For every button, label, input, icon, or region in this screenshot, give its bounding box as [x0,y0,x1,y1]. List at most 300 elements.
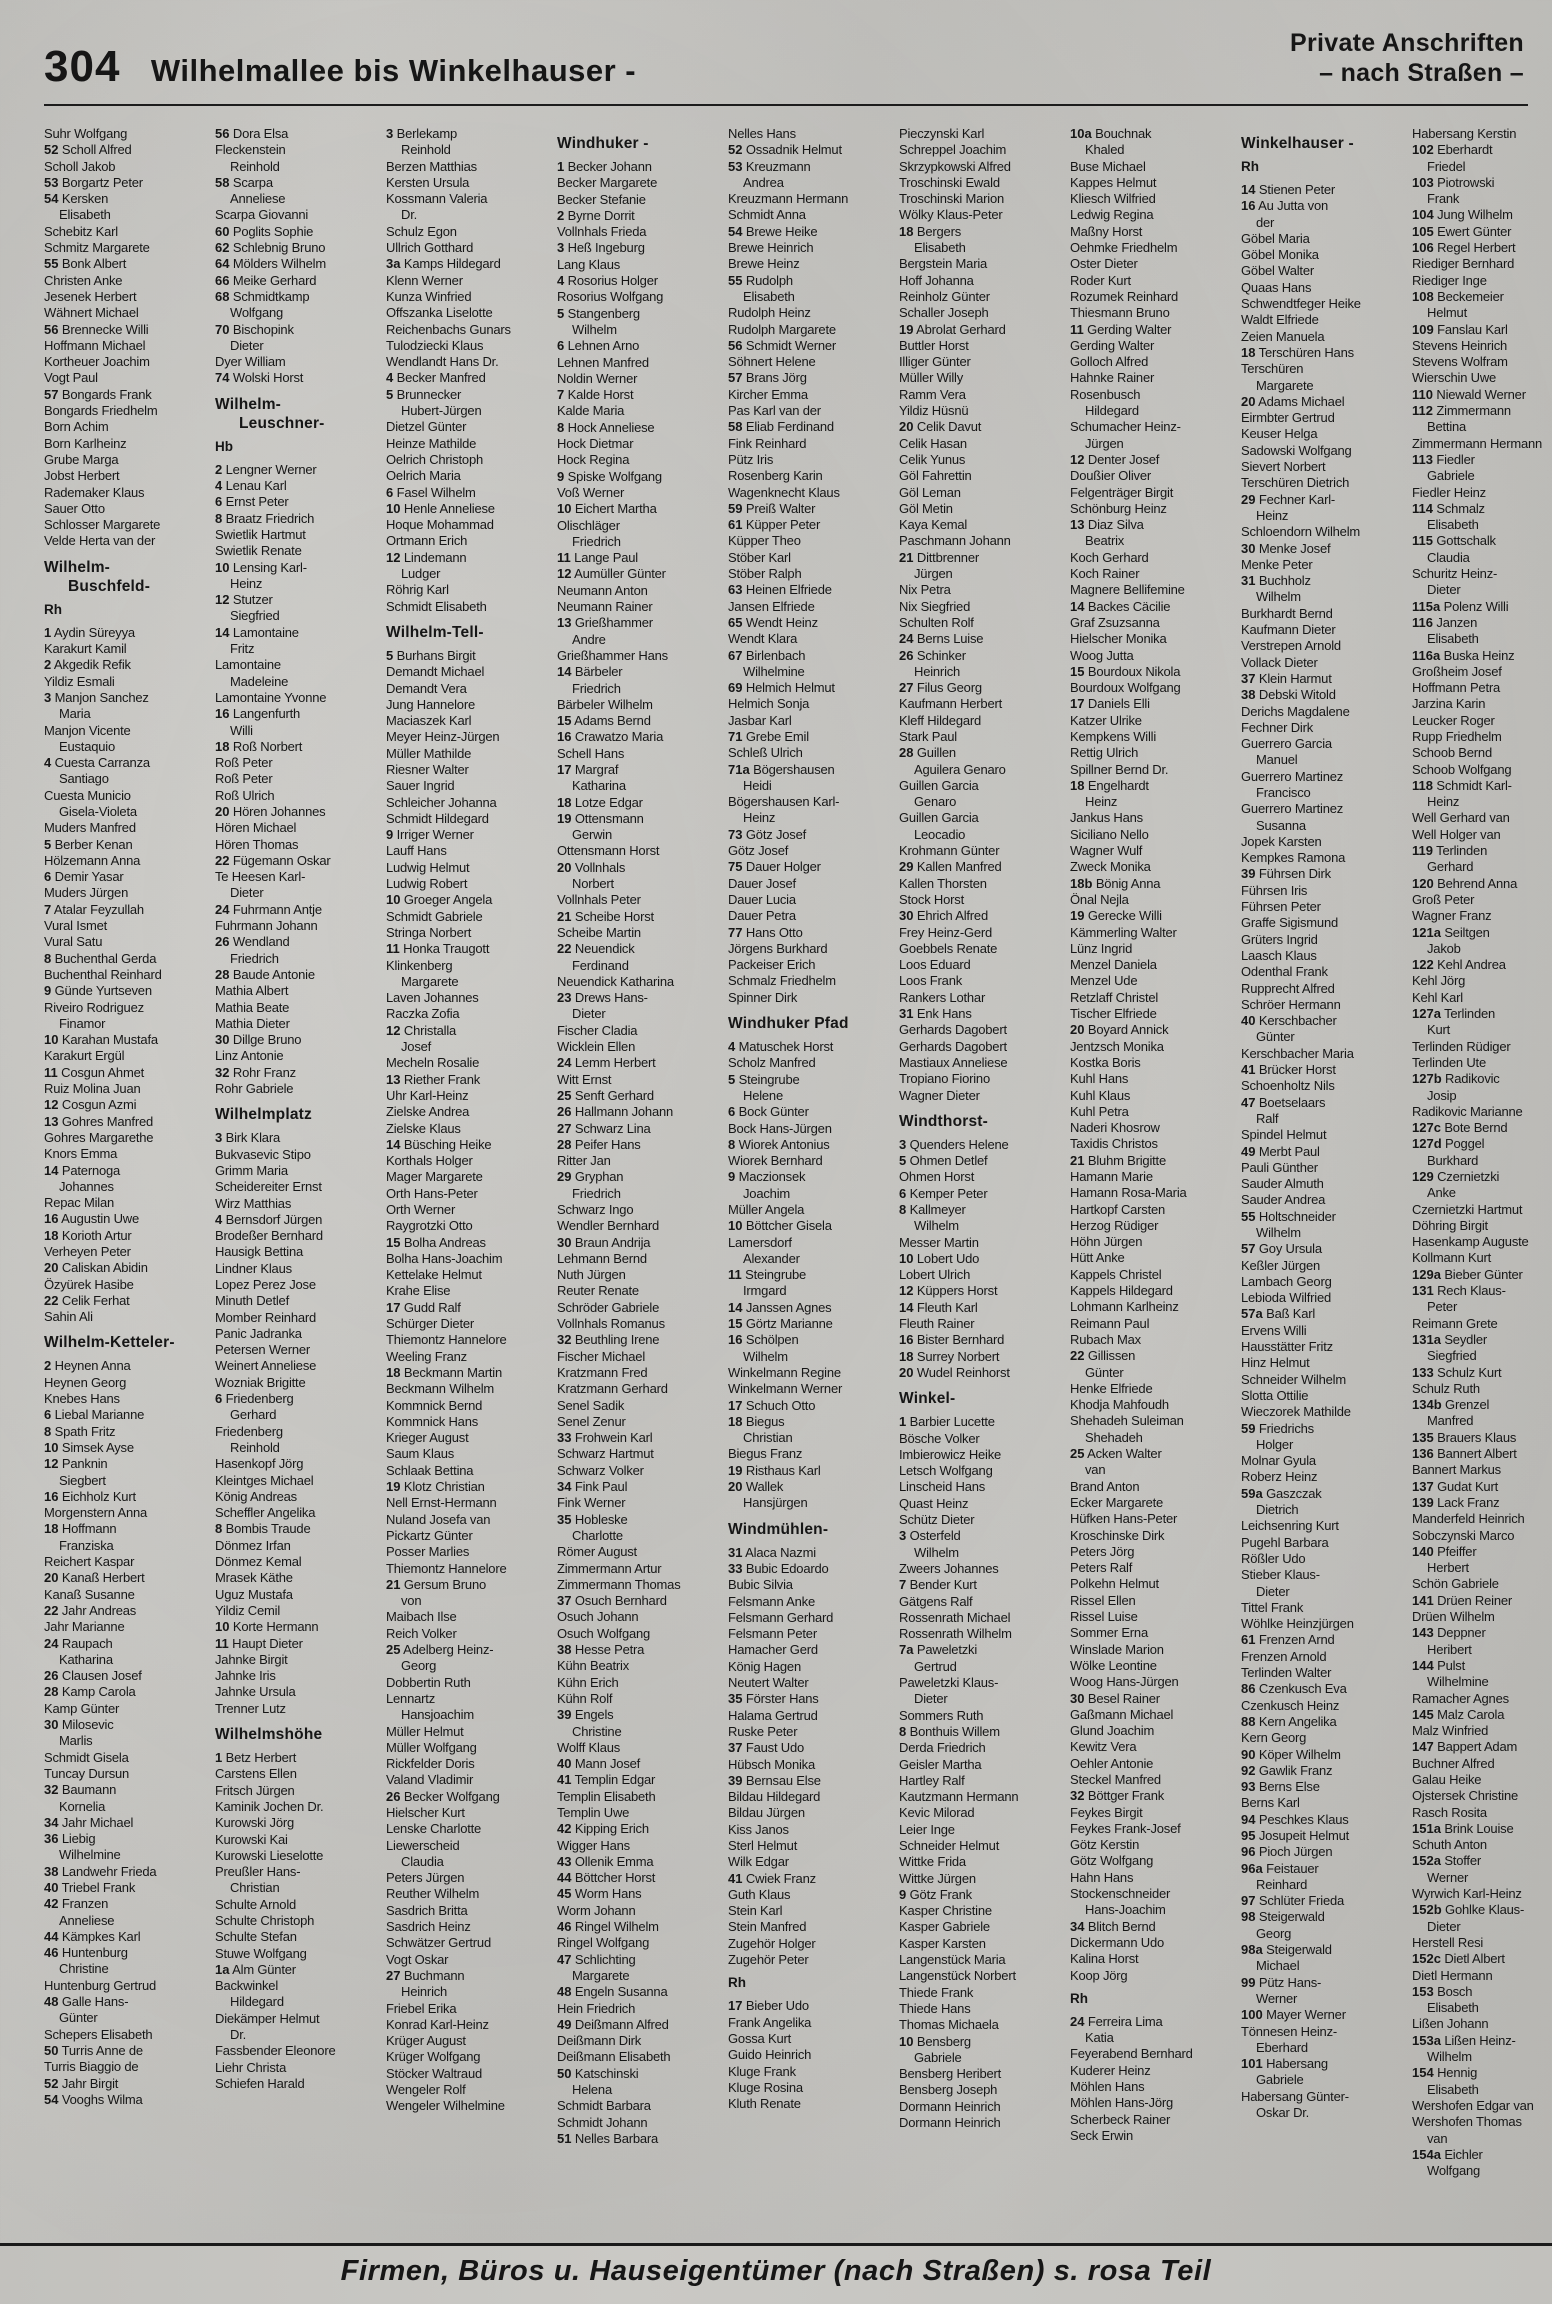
house-number: 18 [215,738,230,754]
directory-entry: Dauer Lucia [728,891,796,907]
directory-entry: Ottensmann Horst [557,843,660,859]
house-number: 10 [557,501,572,517]
directory-entry: Reichert Kaspar [44,1554,135,1570]
directory-entry: Ervens Willi [1241,1322,1307,1338]
directory-entry: 10 Böttcher Gisela [728,1218,832,1234]
directory-entry: Guerrero Garcia [1241,736,1332,752]
house-number: 54 [44,2091,59,2107]
house-number: 145 [1412,1706,1434,1722]
directory-entry: Pas Karl van der [728,403,821,419]
directory-entry: 152c Dietl Albert [1412,1951,1505,1967]
directory-entry: 96 Pioch Jürgen [1241,1844,1333,1860]
directory-entry: 6 Bock Günter [728,1104,809,1120]
directory-entry: 3 Osterfeld [899,1528,961,1544]
directory-entry: Demandt Michael [386,664,485,680]
directory-entry: 24 Berns Luise [899,631,984,647]
directory-entry: Kuhl Hans [1070,1071,1129,1087]
directory-entry: Kuhl Klaus [1070,1087,1131,1103]
house-number: 131a [1412,1331,1441,1347]
house-number: 109 [1412,321,1434,337]
directory-entry: Bösche Volker [899,1430,980,1446]
directory-entry: Scholz Manfred [728,1055,816,1071]
directory-entry: 19 Risthaus Karl [728,1462,821,1478]
directory-entry: Bärbeler Wilhelm [557,696,653,712]
directory-entry: Demandt Vera [386,680,467,696]
directory-entry: Grimm Maria [215,1162,288,1178]
directory-entry: 1 Barbier Lucette [899,1414,995,1430]
directory-entry: van [1427,2130,1448,2146]
directory-entry: Pickartz Günter [386,1527,473,1543]
house-number: 24 [899,631,914,647]
directory-entry: 4 Matuschek Horst [728,1039,834,1055]
directory-entry: Ludwig Robert [386,876,468,892]
directory-entry: 11 Steingrube [728,1267,807,1283]
directory-entry: Götz Josef [728,843,789,859]
directory-entry: Ludwig Helmut [386,859,470,875]
directory-entry: 15 Bourdoux Nikola [1070,663,1181,679]
directory-entry: Margarete [1256,377,1314,393]
directory-entry: Gabriele [1256,2072,1304,2088]
header-left [44,42,636,92]
house-number: 103 [1412,174,1434,190]
directory-entry: Dieter [572,1006,606,1022]
directory-entry: 6 Friedenberg [215,1391,294,1407]
house-number: 17 [728,1397,743,1413]
directory-entry: Zugehör Holger [728,1935,816,1951]
directory-entry: Jesenek Herbert [44,288,137,304]
directory-entry: Schiefen Harald [215,2075,305,2091]
directory-entry: 59 Preiß Walter [728,500,816,516]
directory-entry: Wengeler Rolf [386,2082,466,2098]
directory-entry: Kreuzmann Hermann [728,191,849,207]
house-number: 115a [1412,598,1441,614]
directory-entry: 40 Kerschbacher [1241,1013,1337,1029]
directory-entry: Witt Ernst [557,1071,612,1087]
house-number: 152b [1412,1902,1442,1918]
directory-entry: Müller Angela [728,1202,805,1217]
directory-entry: Taxidis Christos [1070,1136,1158,1152]
directory-entry: Manderfeld Heinrich [1412,1511,1525,1527]
directory-entry: Stieber Klaus- [1241,1567,1320,1583]
house-number: 14 [386,1136,401,1152]
directory-entry: Göbel Monika [1241,247,1319,263]
directory-entry: Verstrepen Arnold [1241,638,1341,654]
directory-entry: 59a Gaszczak [1241,1485,1322,1501]
house-number: 67 [728,647,743,663]
directory-entry: Linz Antonie [215,1048,284,1064]
directory-entry: Oehmke Friedhelm [1070,240,1178,256]
directory-entry: Leier Inge [899,1821,955,1837]
house-number: 41 [728,1870,743,1886]
directory-entry: 69 Helmich Helmut [728,680,835,696]
directory-entry: Rosenberg Karin [728,468,823,484]
house-number: 98a [1241,1942,1263,1958]
directory-entry: Führsen Iris [1241,882,1308,898]
directory-entry: Kleff Hildegard [899,712,982,728]
directory-entry: von [401,1593,422,1609]
directory-entry: 24 Lemm Herbert [557,1055,656,1071]
house-number: 29 [1241,491,1256,507]
directory-entry: Vollnhals Frieda [557,224,647,240]
directory-entry: Brewe Heinrich [728,240,814,256]
house-number: 49 [1241,1143,1256,1159]
directory-entry: Ecker Margarete [1070,1494,1164,1510]
directory-entry: 7 Atalar Feyzullah [44,901,144,917]
house-number: 7 [44,901,52,917]
directory-entry: Wieczorek Mathilde [1241,1404,1351,1420]
directory-entry: Reinholz Günter [899,288,990,304]
directory-entry: Bongards Friedhelm [44,403,158,419]
directory-entry: Stöcker Waltraud [386,2065,483,2081]
directory-entry: Kern Georg [1241,1730,1307,1746]
page-footer [0,2243,1552,2304]
column-1 [44,126,208,2240]
directory-entry: 37 Klein Harmut [1241,670,1332,686]
directory-entry: Roder Kurt [1070,272,1131,288]
directory-entry: Zugehör Peter [728,1952,809,1968]
directory-entry: Wilhelmine [743,663,805,679]
directory-entry: Wirz Matthias [215,1195,292,1211]
directory-entry: Loos Eduard [899,957,971,973]
directory-entry: 22 Jahr Andreas [44,1602,137,1618]
directory-entry: Josip [1427,1087,1457,1103]
directory-entry: Neumann Anton [557,582,648,598]
directory-entry: 32 Beuthling Irene [557,1332,660,1348]
house-number: 1a [215,1961,230,1977]
directory-entry: Krüger Wolfgang [386,2049,481,2065]
house-number: 39 [1241,866,1256,882]
directory-entry: Bukvasevic Stipo [215,1146,311,1162]
directory-entry: Ledwig Regina [1070,207,1154,223]
directory-entry: 32 Baumann [44,1782,117,1798]
directory-entry: Brand Anton [1070,1478,1140,1494]
directory-entry: Wilhelmine [59,1847,121,1863]
directory-entry: Doußier Oliver [1070,468,1151,484]
directory-entry: Oelrich Christoph [386,451,484,467]
house-number: 10 [899,2033,914,2049]
house-number: 31 [728,1544,743,1560]
directory-entry: Schleicher Johanna [386,794,497,810]
directory-entry: Schloendorn Wilhelm [1241,524,1361,540]
directory-entry: Buchenthal Reinhard [44,966,162,982]
directory-entry: Friebel Erika [386,2000,457,2016]
house-number: 18b [1070,875,1093,891]
house-number: 21 [1070,1152,1085,1168]
house-number: 26 [899,647,914,663]
house-number: 22 [215,852,230,868]
directory-entry: 11 Haupt Dieter [215,1635,303,1651]
house-number: 19 [1070,908,1085,924]
directory-entry: Günter [1256,1029,1295,1045]
directory-entry: Menzel Ude [1070,973,1138,989]
directory-entry: Riveiro Rodriguez [44,999,144,1015]
directory-entry: 18 Roß Norbert [215,738,303,754]
house-number: 42 [557,1821,572,1837]
house-number: 2 [44,1358,52,1374]
street-header: Winkel- [899,1390,956,1408]
directory-entry: 133 Schulz Kurt [1412,1364,1502,1380]
house-number: 24 [1070,2013,1085,2029]
directory-entry: 75 Dauer Holger [728,859,821,875]
directory-entry: Shehadeh Suleiman [1070,1413,1184,1429]
house-number: 18 [1241,344,1256,360]
directory-entry: Jung Hannelore [386,696,475,712]
directory-entry: Vollack Dieter [1241,654,1318,670]
directory-entry: Offszanka Liselotte [386,305,493,321]
directory-entry: Möhlen Hans [1070,2079,1145,2095]
directory-entry: Celik Yunus [899,451,966,467]
directory-entry: Menzel Daniela [1070,957,1157,973]
directory-entry: Terlinden Ute [1412,1054,1486,1070]
house-number: 10 [386,500,401,516]
directory-entry: Rudolph Margarete [728,321,836,337]
header-right [1290,28,1524,88]
directory-entry: 8 Buchenthal Gerda [44,950,157,966]
directory-entry: Wershofen Thomas [1412,2114,1522,2130]
directory-entry: Sauer Otto [44,500,105,516]
directory-entry: Katzer Ulrike [1070,712,1142,728]
house-number: 44 [557,1870,572,1886]
directory-entry: 12 Küppers Horst [899,1283,998,1299]
directory-entry: 1 Aydin Süreyya [44,624,135,640]
directory-entry: Osuch Wolfgang [557,1625,651,1641]
directory-entry: Heinrich [914,663,961,679]
directory-entry: Schönburg Heinz [1070,500,1167,516]
directory-entry: Quast Heinz [899,1495,969,1511]
directory-entry: 152a Stoffer [1412,1853,1481,1869]
directory-entry: Katia [1085,2030,1114,2046]
directory-entry: Schneider Helmut [899,1837,1000,1853]
directory-entry: Momber Reinhard [215,1309,317,1325]
directory-entry: Thiede Frank [899,1984,974,2000]
house-number: 5 [899,1153,907,1169]
house-number: 21 [899,549,914,565]
directory-entry: Terschüren Dietrich [1241,475,1350,491]
house-number: 53 [728,158,743,174]
house-number: 4 [44,755,52,771]
directory-entry: Rademaker Klaus [44,484,145,500]
directory-entry: Ludger [401,566,441,582]
directory-entry: 9 Götz Frank [899,1886,972,1902]
house-number: 31 [1241,573,1256,589]
directory-entry: Molnar Gyula [1241,1453,1316,1469]
directory-entry: Maßny Horst [1070,223,1143,239]
directory-entry: Söhnert Helene [728,354,816,370]
directory-entry: 29 Gryphan [557,1169,624,1185]
directory-entry: Orth Werner [386,1202,456,1217]
directory-entry: Trenner Lutz [215,1700,286,1716]
directory-entry: 57 Bongards Frank [44,386,152,402]
directory-entry: 16 Augustin Uwe [44,1211,139,1227]
directory-entry: Schoob Wolfgang [1412,761,1512,777]
directory-entry: Magnere Bellifemine [1070,582,1185,598]
directory-entry: Jopek Karsten [1241,833,1322,849]
directory-entry: Schürger Dieter [386,1316,475,1332]
directory-entry: 13 Diaz Silva [1070,517,1144,533]
directory-entry: 6 Lehnen Arno [557,338,640,354]
directory-entry: Kevic Milorad [899,1805,975,1821]
house-number: 8 [728,1136,736,1152]
directory-entry: Kratzmann Fred [557,1364,648,1380]
house-number: 41 [557,1772,572,1788]
directory-entry: Jarzina Karin [1412,696,1486,712]
directory-entry: Karakurt Ergül [44,1048,125,1064]
directory-entry: Langenstück Norbert [899,1968,1016,1984]
directory-entry: 8 Bombis Traude [215,1521,311,1537]
directory-entry: Roß Ulrich [215,787,275,803]
directory-entry: 14 Büsching Heike [386,1136,492,1152]
directory-entry: Graffe Sigismund [1241,915,1338,931]
house-number: 16 [728,1332,743,1348]
directory-entry: 96a Feistauer [1241,1860,1319,1876]
directory-entry: Franziska [59,1537,114,1553]
directory-entry: 20 Adams Michael [1241,393,1345,409]
house-number: 58 [215,174,230,190]
directory-entry: Rößler Udo [1241,1550,1306,1566]
directory-entry: 18 Korioth Artur [44,1227,132,1243]
house-number: 15 [557,713,572,729]
house-number: 86 [1241,1681,1256,1697]
house-number: 20 [899,419,914,435]
directory-entry: Slotta Ottilie [1241,1387,1309,1403]
house-number: 65 [728,614,743,630]
directory-entry: 20 Wallek [728,1479,784,1495]
directory-entry: Scheffler Angelika [215,1505,316,1521]
directory-entry: Huntenburg Gertrud [44,1977,157,1993]
directory-entry: 8 Wiorek Antonius [728,1136,830,1152]
directory-entry: 51 Nelles Barbara [557,2130,659,2146]
directory-entry: Loos Frank [899,973,963,989]
page-title: Wilhelmallee bis Winkelhauser - [150,53,637,88]
directory-entry: Saum Klaus [386,1446,455,1462]
directory-entry: 18 Biegus [728,1413,785,1429]
directory-entry: Hielscher Kurt [386,1804,465,1820]
directory-entry: 20 Caliskan Abidin [44,1260,148,1276]
house-number: 152a [1412,1853,1441,1869]
directory-entry: Buttler Horst [899,337,969,353]
house-number: 6 [899,1185,907,1201]
directory-entry: Helene [743,1087,783,1103]
directory-entry: Quaas Hans [1241,279,1312,295]
directory-entry: Claudia [401,1853,444,1869]
directory-entry: Wagner Dieter [899,1087,980,1103]
directory-entry: Grießhammer Hans [557,647,668,663]
directory-entry: 18 Lotze Edgar [557,794,643,810]
house-number: 5 [44,836,52,852]
house-number: 16 [215,706,230,722]
directory-entry: Hinz Helmut [1241,1355,1310,1371]
directory-entry: Packeiser Erich [728,957,816,973]
directory-entry: Vural Satu [44,934,103,950]
directory-entry: Heribert [1427,1641,1472,1657]
directory-entry: Wilhelm [914,1218,959,1234]
directory-entry: Heinz [743,810,776,826]
directory-entry: Anneliese [59,1912,115,1928]
directory-entry: Yildiz Cemil [215,1602,281,1618]
directory-entry: Sommers Ruth [899,1707,984,1723]
directory-entry: Jentzsch Monika [1070,1038,1164,1054]
house-number: 17 [1070,696,1085,712]
directory-entry: Lobert Ulrich [899,1267,971,1283]
directory-entry: 119 Terlinden [1412,843,1488,859]
directory-entry: Reinhold [401,142,451,158]
house-number: 77 [728,924,743,940]
directory-entry: 62 Schlebnig Bruno [215,240,326,256]
directory-entry: 20 Celik Davut [899,419,982,435]
house-number: 137 [1412,1478,1434,1494]
house-number: 1 [215,1750,223,1766]
directory-entry: Bolha Hans-Joachim [386,1250,503,1266]
directory-entry: 7 Kalde Horst [557,387,634,403]
directory-entry: Gerwin [572,827,612,843]
directory-entry: Hans-Joachim [1085,1902,1166,1918]
house-number: 127c [1412,1120,1441,1136]
directory-entry: Friedrich [572,680,621,696]
directory-entry: Lebioda Wilfried [1241,1290,1332,1306]
directory-entry: Becker Margarete [557,175,658,191]
directory-entry: Reuther Wilhelm [386,1886,480,1902]
directory-entry: Stevens Heinrich [1412,337,1508,353]
directory-entry: Stein Manfred [728,1919,807,1935]
directory-entry: 10 Lobert Udo [899,1250,980,1266]
directory-entry: Eirmbter Gertrud [1241,410,1335,426]
directory-entry: Schmitz Margarete [44,240,150,256]
directory-entry: 71 Grebe Emil [728,728,809,744]
directory-entry: Madeleine [230,673,289,689]
house-number: 10 [386,892,401,908]
directory-entry: Stark Paul [899,728,957,744]
directory-entry: Felgenträger Birgit [1070,484,1174,500]
directory-entry: Hören Michael [215,820,297,836]
house-number: 8 [44,950,52,966]
house-number: 27 [557,1120,572,1136]
directory-entry: Hoffmann Petra [1412,680,1501,696]
directory-entry: Peter [1427,1299,1458,1315]
house-number: 12 [44,1456,59,1472]
directory-entry: Heinz [230,575,263,591]
directory-entry: 12 Panknin [44,1456,108,1472]
house-number: 30 [215,1032,230,1048]
directory-entry: 68 Schmidtkamp [215,288,310,304]
directory-entry: Wähnert Michael [44,305,139,321]
directory-entry: Muders Jürgen [44,885,129,901]
directory-entry: 26 Hallmann Johann [557,1104,674,1120]
directory-entry: Peters Jürgen [386,1870,465,1886]
directory-entry: Heinz [1427,794,1460,810]
house-number: 40 [1241,1013,1256,1029]
directory-entry: 129a Bieber Günter [1412,1266,1523,1282]
directory-entry: 122 Kehl Andrea [1412,957,1506,973]
directory-entry: Woog Hans-Jürgen [1070,1674,1179,1690]
directory-entry: Leucker Roger [1412,712,1495,728]
house-number: 18 [899,1348,914,1364]
directory-entry: 13 Riether Frank [386,1071,481,1087]
directory-entry: Reimann Grete [1412,1315,1498,1331]
directory-entry: Aguilera Genaro [914,761,1006,777]
directory-entry: Johannes [59,1178,114,1194]
house-number: 38 [557,1642,572,1658]
house-number: 133 [1412,1364,1434,1380]
directory-entry: Sauder Almuth [1241,1176,1324,1192]
directory-entry: Bettina [1427,419,1467,435]
directory-entry: Klenn Werner [386,272,463,288]
directory-entry: Vollnhals Romanus [557,1316,665,1332]
directory-entry: Schulte Stefan [215,1929,297,1945]
directory-entry: 55 Holtschneider [1241,1208,1336,1224]
directory-entry: Hasenkopf Jörg [215,1456,304,1472]
directory-entry: 15 Bolha Andreas [386,1234,486,1250]
directory-entry: Mecheln Rosalie [386,1055,480,1071]
